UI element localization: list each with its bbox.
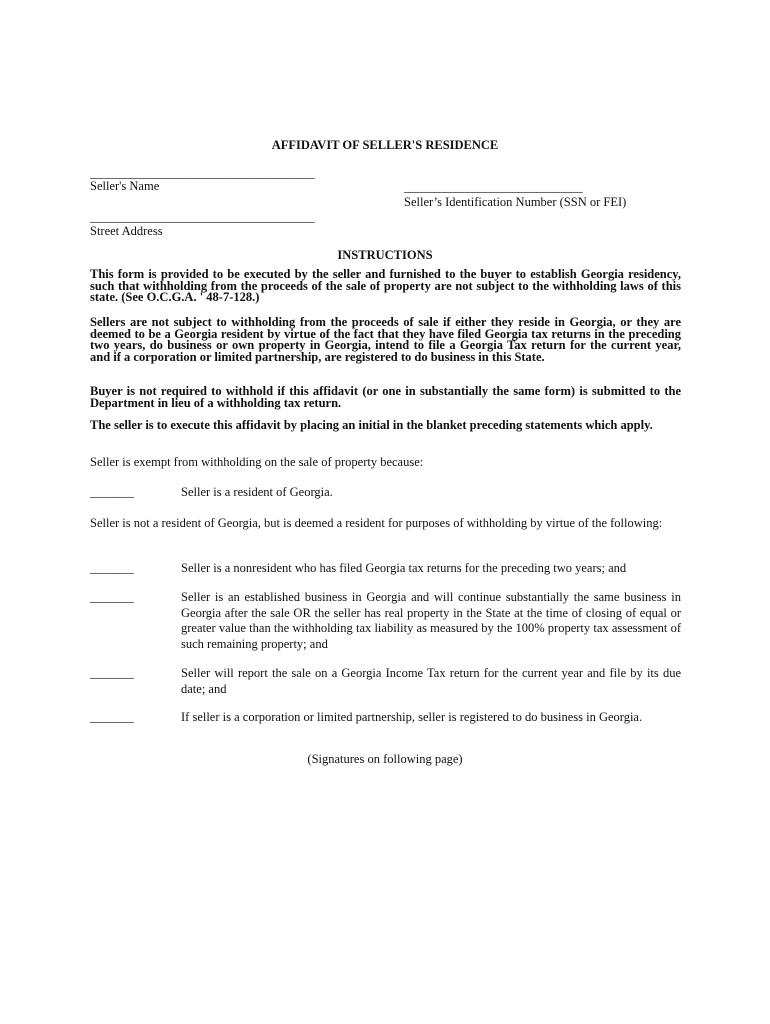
instruction-paragraph-2: Sellers are not subject to withholding from the proceeds of sale if either they reside in Georgia, or they are deemed to be a Georgia resident by virtue of the fact that they have filed Georgia tax returns in the preceding two years, do business or own property in Georgia, intend to file a Georgia Tax return for the current year, and if a corporation or limited partnership, are registered to do business in this State.: [90, 315, 681, 364]
initial-blank-resident[interactable]: _______: [90, 485, 134, 499]
instructions-heading: INSTRUCTIONS: [337, 248, 433, 262]
statement-resident: Seller is a resident of Georgia.: [181, 485, 333, 499]
instruction-paragraph-4: The seller is to execute this affidavit by placing an initial in the blanket preceding statements which apply.: [90, 418, 653, 432]
seller-name-line[interactable]: _______________________________________: [90, 166, 315, 180]
statement-income-tax-return: Seller will report the sale on a Georgia Income Tax return for the current year and file by its due date; and: [181, 666, 681, 696]
initial-blank-3[interactable]: _______: [90, 666, 134, 680]
document-title: AFFIDAVIT OF SELLER'S RESIDENCE: [271, 138, 499, 152]
seller-id-label: Seller’s Identification Number (SSN or FEI): [404, 195, 627, 209]
statement-corporation: If seller is a corporation or limited partnership, seller is registered to do business in Georgia.: [181, 710, 643, 724]
initial-blank-2[interactable]: _______: [90, 590, 134, 604]
street-address-line[interactable]: _______________________________________: [90, 210, 315, 224]
seller-name-label: Seller's Name: [90, 179, 160, 193]
nonresident-intro: Seller is not a resident of Georgia, but is deemed a resident for purposes of withholding by virtue of the following:: [90, 516, 663, 530]
initial-blank-4[interactable]: _______: [90, 710, 134, 724]
initial-blank-1[interactable]: _______: [90, 561, 134, 575]
instruction-paragraph-3: Buyer is not required to withhold if this affidavit (or one in substantially the same form) is submitted to the Department in lieu of a withholding tax return.: [90, 384, 681, 410]
street-address-label: Street Address: [90, 224, 163, 238]
seller-id-line[interactable]: _______________________________: [404, 180, 583, 194]
statement-tax-returns: Seller is a nonresident who has filed Georgia tax returns for the preceding two years; and: [181, 561, 627, 575]
exempt-intro: Seller is exempt from withholding on the sale of property because:: [90, 455, 424, 469]
instruction-paragraph-1: This form is provided to be executed by the seller and furnished to the buyer to establish Georgia residency, such that withholding from the proceeds of the sale of property are not subject to the withholding laws of this state. (See O.C.G.A. ' 48-7-128.): [90, 267, 681, 304]
signatures-note: (Signatures on following page): [307, 752, 463, 766]
statement-established-business: Seller is an established business in Georgia and will continue substantially the same business in Georgia after the sale OR the seller has real property in the State at the time of closing of equal or greater value than the withholding tax liability as measured by the 100% property tax assessment of such remaining property; and: [181, 590, 681, 651]
